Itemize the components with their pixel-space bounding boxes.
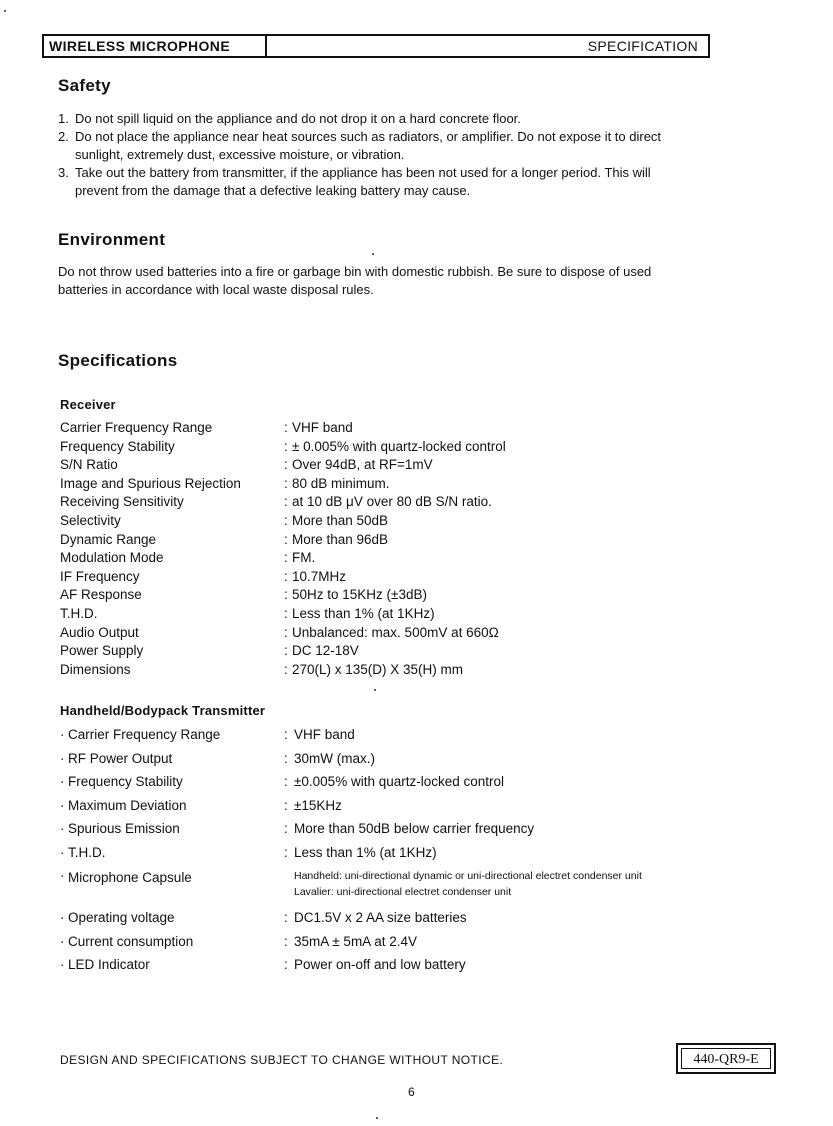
spec-label: S/N Ratio [60,457,118,473]
spec-value: 10.7MHz [292,568,347,584]
scan-speck [374,689,376,691]
spec-value: ±0.005% with quartz-locked control [294,774,505,789]
spec-value: Less than 1% (at 1KHz) [292,605,435,621]
spec-label: IF Frequency [60,568,140,584]
spec-value: FM. [292,550,316,566]
spec-label: Carrier Frequency Range [68,727,221,742]
spec-label: Maximum Deviation [68,797,187,813]
spec-value: Power on-off and low battery [294,957,466,972]
spec-value: 270(L) x 135(D) X 35(H) mm [292,661,464,677]
environment-title: Environment [58,230,166,249]
spec-label: LED Indicator [68,957,150,972]
transmitter-title: Handheld/Bodypack Transmitter [60,703,266,718]
spec-value-line: Lavalier: uni-directional electret condenser unit [294,886,512,898]
spec-value: DC1.5V x 2 AA size batteries [294,910,467,925]
spec-label: Audio Output [60,624,139,640]
spec-label: Carrier Frequency Range [60,420,213,435]
spec-label: AF Response [60,587,142,603]
spec-label: Power Supply [60,643,144,659]
specifications-title: Specifications [58,351,178,370]
spec-value: 50Hz to 15KHz (±3dB) [292,587,427,603]
environment-text: Do not throw used batteries into a fire or garbage bin with domestic rubbish. Be sure to dispose of used batteries in accordance with local waste disposal rules. [58,264,652,297]
spec-value: Over 94dB, at RF=1mV [292,457,433,473]
spec-value: 30mW (max.) [294,750,375,766]
safety-list [58,110,678,200]
safety-item-number: 1. [58,111,69,126]
spec-value: ±15KHz [294,797,342,813]
header-bar [42,34,710,58]
spec-label: Dimensions [60,661,131,677]
spec-label: Modulation Mode [60,550,164,566]
spec-value: DC 12-18V [292,643,359,659]
safety-title: Safety [58,76,111,95]
scan-speck [376,1117,378,1119]
spec-value: More than 96dB [292,531,389,547]
model-number-box [676,1043,776,1074]
spec-label: Microphone Capsule [68,870,192,885]
spec-value: at 10 dB μV over 80 dB S/N ratio. [292,494,492,510]
receiver-title: Receiver [60,397,116,412]
spec-label: Receiving Sensitivity [60,494,184,510]
safety-item-text: Do not spill liquid on the appliance and do not drop it on a hard concrete floor. [75,111,521,126]
scan-speck [4,10,6,12]
safety-item-text: Do not place the appliance near heat sources such as radiators, or amplifier. Do not expose it to direct sunlight, extremely dust, excessive moisture, or vibration. [75,129,662,162]
spec-value: VHF band [292,420,353,435]
spec-label: Dynamic Range [60,531,157,547]
safety-item-number: 2. [58,129,69,144]
manual-page: WIRELESS MICROPHONE SPECIFICATION Safety 1. Do not spill liquid on the appliance and do not drop it on a hard concrete floor. 2. Do not place the appliance near heat sources such as radiators, or amplifier. Do not expose it to direct sunlight, extremely dust, excessive moisture, or vibration. 3. Take out the battery from transmitter, if the appliance has been not used for a longer period. This will prevent from the damage that a defective leaking battery may cause. Environment Do not throw used batteries into a fire or garbage bin with domestic rubbish. Be sure to dispose of used batteries in accordance with local waste disposal rules. Specifications Receiver Carrier Frequency Range : VHF band Frequency Stability : ± 0.005% with quartz-locked control S/N Ratio : Over 94dB, at RF=1mV Image and Spurious Rejection : 80 dB minimum. Receiving Sensitivity : at 10 dB μV over 80 dB S/N ratio. Selectivity : More than 50dB Dynamic Range : More than 96dB Modulation Mode : FM. IF Frequency : 10.7MHz AF Response : 50Hz to 15KHz (±3dB) T.H.D. : Less than 1% (at 1KHz) Audio Output : Unbalanced: max. 500mV at 660Ω Power Supply : DC 12-18V Dimensions : 270(L) x 135(D) X 35(H) mm Handheld/Bodypack Transmitter · Carrier Frequency Range : VHF band · RF Power Output : 30mW (max.) · Frequency Stability : ±0.005% with quartz-locked control · Maximum Deviation : ±15KHz · Spurious Emission : More than 50dB below carrier frequency · T.H.D. : Less than 1% (at 1KHz) · Microphone Capsule Handheld: uni-directional dynamic or uni-directional electret condenser unit Lavalier: uni-directional electret condenser unit · Operating voltage : DC1.5V x 2 AA size batteries · Current consumption : 35mA ± 5mA at 2.4V · LED Indicator : Power on-off and low battery DESIGN AND SPECIFICATIONS SUBJECT TO CHANGE WITHOUT NOTICE. 440-QR9-E 6 [0,0,833,1126]
spec-value: 35mA ± 5mA at 2.4V [294,933,417,949]
page-number: 6 [408,1085,415,1099]
spec-label: Frequency Stability [60,438,175,454]
spec-value: More than 50dB [292,512,389,528]
safety-item [58,110,678,128]
spec-value: Unbalanced: max. 500mV at 660Ω [292,624,499,640]
spec-label: Selectivity [60,512,121,528]
spec-value: 80 dB minimum. [292,475,390,491]
safety-item [58,128,678,164]
spec-value: Less than 1% (at 1KHz) [294,844,437,860]
spec-value: VHF band [294,727,355,742]
spec-label: Current consumption [68,933,194,949]
spec-label: Spurious Emission [68,821,180,836]
spec-value-line: Handheld: uni-directional dynamic or uni-directional electret condenser unit [294,870,642,882]
spec-label: Frequency Stability [68,774,183,789]
spec-label: Operating voltage [68,910,175,925]
header-title: WIRELESS MICROPHONE [44,36,267,56]
safety-item-text: Take out the battery from transmitter, if the appliance has been not used for a longer period. This will prevent from the damage that a defective leaking battery may cause. [75,165,651,198]
model-number: 440-QR9-E [681,1048,771,1069]
scan-speck [372,253,374,255]
spec-label: Image and Spurious Rejection [60,475,241,491]
spec-value: More than 50dB below carrier frequency [294,821,535,836]
spec-label: T.H.D. [68,844,106,860]
spec-value [294,868,642,900]
spec-value: ± 0.005% with quartz-locked control [292,438,506,454]
safety-item [58,164,678,200]
header-specification-label: SPECIFICATION [587,38,698,54]
spec-label: RF Power Output [68,750,173,766]
safety-item-number: 3. [58,165,69,180]
footer-notice: DESIGN AND SPECIFICATIONS SUBJECT TO CHANGE WITHOUT NOTICE. [60,1053,504,1067]
spec-label: T.H.D. [60,605,98,621]
